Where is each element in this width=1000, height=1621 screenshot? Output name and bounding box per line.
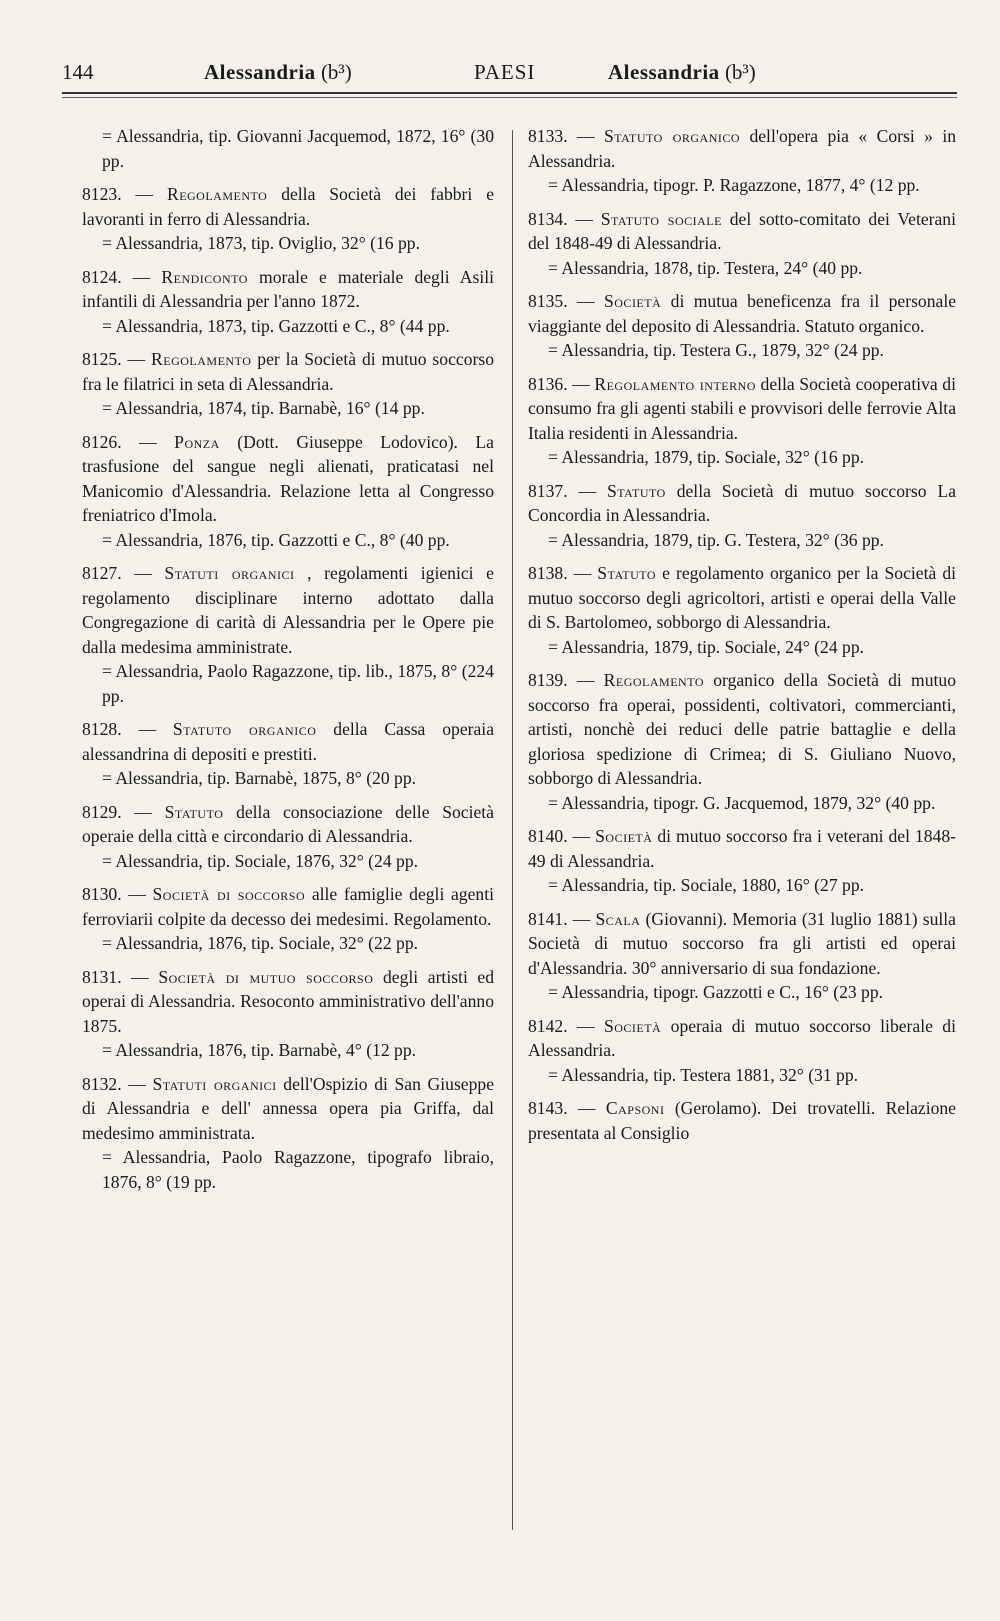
- entry-text: della Società dei fabbri e lavoranti in ferro di Alessandria.: [82, 184, 494, 229]
- entry-text: di mutuo soccorso fra i veterani del 1848-49 di Alessandria.: [528, 826, 956, 871]
- entry-publication: = Alessandria, 1879, tip. Sociale, 32° (16 pp.: [548, 447, 865, 467]
- entry-number: 8140. —: [528, 826, 591, 846]
- entry-number: 8134. —: [528, 208, 593, 229]
- entry-number: 8136. —: [528, 373, 590, 394]
- entry-publication: = Alessandria, tipogr. G. Jacquemod, 1879, 32° (40 pp.: [548, 792, 936, 813]
- entry-text: della Società di mutuo soccorso La Concordia in Alessandria.: [528, 480, 957, 525]
- bibliography-entry: [82, 182, 494, 256]
- entry-keyword: Ponza: [174, 431, 220, 452]
- entry-publication: = Alessandria, 1878, tip. Testera, 24° (40 pp.: [548, 257, 863, 278]
- bibliography-entry: [528, 824, 956, 898]
- entry-number: 8127. —: [82, 563, 152, 583]
- entry-number: 8131. —: [82, 966, 149, 987]
- entry-keyword: Statuto: [597, 563, 657, 583]
- entry-publication: = Alessandria, Paolo Ragazzone, tipografo libraio, 1876, 8° (19 pp.: [102, 1147, 494, 1192]
- bibliography-entry: [528, 1096, 956, 1145]
- bibliography-entry: [528, 372, 956, 470]
- entry-title: [528, 1014, 956, 1063]
- entry-text: dell'opera pia « Corsi » in Alessandria.: [528, 126, 957, 171]
- entry-keyword: Capsoni: [605, 1098, 665, 1118]
- entry-keyword: Società di mutuo soccorso: [158, 966, 374, 987]
- entry-number: 8139. —: [528, 670, 595, 690]
- header-left-place: Alessandria: [204, 60, 316, 84]
- entry-publication: = Alessandria, 1873, tip. Oviglio, 32° (16 pp.: [102, 233, 420, 253]
- entry-text: della Società cooperativa di consumo fra gli agenti stabili e provvisori delle ferrovie Alta Italia residenti in Alessandria.: [528, 373, 956, 443]
- entry-keyword: Regolamento: [166, 184, 268, 204]
- entry-keyword: Società: [595, 826, 653, 846]
- entry-publication: = Alessandria, 1876, tip. Barnabè, 4° (12 pp.: [102, 1040, 417, 1060]
- left-column: [82, 124, 494, 1203]
- entry-publication: = Alessandria, tip. Sociale, 1876, 32° (24 pp.: [102, 850, 419, 871]
- entry-title: [82, 347, 494, 396]
- header-right-title: [608, 60, 756, 85]
- entry-keyword: Società: [603, 291, 662, 311]
- entry-publication: = Alessandria, tipogr. Gazzotti e C., 16° (23 pp.: [548, 982, 884, 1002]
- entry-text: morale e materiale degli Asili infantili di Alessandria per l'anno 1872.: [82, 266, 494, 311]
- entry-publication: = Alessandria, tip. Sociale, 1880, 16° (27 pp.: [548, 875, 865, 895]
- entry-title: [528, 207, 956, 256]
- entry-keyword: Società: [603, 1015, 662, 1036]
- entry-title: [82, 717, 494, 766]
- entry-text: degli artisti ed operai di Alessandria. Resoconto amministrativo dell'anno 1875.: [82, 966, 495, 1036]
- entry-text: e regolamento organico per la Società di mutuo soccorso degli agricoltori, artisti e operai della Valle di S. Bartolomeo, sobborgo di Alessandria.: [528, 563, 957, 632]
- bibliography-entry: [528, 479, 956, 553]
- header-left-code: (b³): [320, 60, 352, 84]
- bibliography-entry: [82, 347, 494, 421]
- entry-keyword: Statuto sociale: [600, 208, 722, 229]
- entry-keyword: Società di soccorso: [152, 884, 306, 904]
- entry-number: 8141. —: [528, 908, 591, 929]
- entry-publication: = Alessandria, 1874, tip. Barnabè, 16° (14 pp.: [102, 398, 425, 418]
- bibliography-entry: [528, 124, 956, 198]
- bibliography-entry: [82, 265, 494, 339]
- page-number: 144: [62, 60, 94, 84]
- bibliography-entry: [528, 668, 956, 815]
- entry-number: 8133. —: [528, 126, 595, 146]
- entry-text: del sotto-comitato dei Veterani del 1848-49 di Alessandria.: [528, 208, 956, 253]
- entry-number: 8138. —: [528, 563, 592, 583]
- entry-title: [82, 882, 494, 931]
- bibliography-entry: [82, 882, 494, 956]
- entry-publication: = Alessandria, 1873, tip. Gazzotti e C., 8° (44 pp.: [102, 315, 450, 336]
- entry-title: [528, 1096, 956, 1145]
- entry-number: 8143. —: [528, 1098, 596, 1118]
- entry-publication: = Alessandria, 1876, tip. Gazzotti e C., 8° (40 pp.: [102, 529, 450, 550]
- entry-title: [528, 907, 956, 981]
- bibliography-entry: [528, 207, 956, 281]
- entry-number: 8130. —: [82, 884, 146, 904]
- header-rule-thick: [62, 92, 957, 94]
- entry-publication: = Alessandria, 1876, tip. Sociale, 32° (22 pp.: [102, 933, 419, 953]
- entry-number: 8135. —: [528, 291, 595, 311]
- entry-publication: = Alessandria, tip. Testera 1881, 32° (31 pp.: [548, 1064, 859, 1085]
- header-right-code: (b³): [724, 60, 756, 84]
- entry-keyword: Statuti organici: [164, 563, 295, 583]
- entry-number: 8128. —: [82, 719, 157, 739]
- entry-keyword: Statuto: [607, 480, 666, 501]
- header-section: PAESI: [474, 60, 536, 84]
- entry-number: 8124. —: [82, 266, 151, 287]
- bibliography-entry: [82, 717, 494, 791]
- entry-text: (Giovanni). Memoria (31 luglio 1881) sulla Società di mutuo soccorso fra gli artisti ed operai d'Alessandria. 30° anniversario di sua fondazione.: [528, 908, 956, 978]
- entry-number: 8137. —: [528, 480, 597, 501]
- entry-title: [82, 800, 494, 849]
- entry-publication: = Alessandria, 1879, tip. G. Testera, 32° (36 pp.: [548, 529, 884, 550]
- entry-keyword: Scala: [595, 908, 641, 929]
- entry-publication: = Alessandria, tipogr. P. Ragazzone, 1877, 4° (12 pp.: [548, 175, 920, 195]
- entry-number: 8125. —: [82, 349, 146, 369]
- entry-keyword: Regolamento: [151, 349, 252, 369]
- entry-text: operaia di mutuo soccorso liberale di Alessandria.: [528, 1015, 956, 1060]
- entry-title: [528, 668, 956, 791]
- entry-publication: = Alessandria, Paolo Ragazzone, tip. lib., 1875, 8° (224 pp.: [102, 661, 494, 706]
- entry-number: 8129. —: [82, 801, 152, 822]
- bibliography-entry: [82, 430, 494, 553]
- bibliography-entry: [82, 1072, 494, 1195]
- entry-title: [528, 289, 956, 338]
- entry-text: (Dott. Giuseppe Lodovico). La trasfusione del sangue negli alienati, praticatasi nel Manicomio d'Alessandria. Relazione letta al Congresso freniatrico d'Imola.: [82, 431, 494, 525]
- entry-text: alle famiglie degli agenti ferroviarii colpite da decesso dei medesimi. Regolamento.: [82, 884, 494, 929]
- entry-keyword: Statuto organico: [172, 719, 317, 739]
- entry-number: 8142. —: [528, 1015, 595, 1036]
- entry-publication: = Alessandria, tip. Giovanni Jacquemod, 1872, 16° (30 pp.: [102, 126, 494, 171]
- right-column: [528, 124, 956, 1154]
- entry-title: [528, 824, 956, 873]
- entry-title: [82, 561, 494, 659]
- header-rule-thin: [62, 97, 957, 98]
- entry-keyword: Statuti organici: [152, 1073, 277, 1094]
- entry-number: 8123. —: [82, 184, 154, 204]
- bibliography-entry: [528, 1014, 956, 1088]
- entry-text: di mutua beneficenza fra il personale viaggiante del deposito di Alessandria. Statuto organico.: [528, 291, 957, 336]
- bibliography-entry: [528, 907, 956, 1005]
- bibliography-entry: [82, 965, 494, 1063]
- page-header: [62, 56, 962, 96]
- entry-title: [528, 561, 956, 635]
- header-left-title: [204, 60, 352, 85]
- entry-text: organico della Società di mutuo soccorso fra operai, possidenti, coltivatori, commercianti, artisti, nonchè dei reduci delle patrie battaglie e della gloriosa spedizione di Crimea; di S. Giuliano Nuovo, sobborgo di Alessandria.: [528, 670, 957, 788]
- entry-text: della consociazione delle Società operaie della città e circondario di Alessandria.: [82, 801, 494, 846]
- entry-keyword: Statuto organico: [604, 126, 741, 146]
- entry-title: [82, 430, 494, 528]
- entry-keyword: Regolamento interno: [594, 373, 756, 394]
- entry-title: [528, 372, 956, 446]
- entry-keyword: Rendiconto: [161, 266, 248, 287]
- entry-number: 8132. —: [82, 1073, 146, 1094]
- entry-text: della Cassa operaia alessandrina di depositi e prestiti.: [82, 719, 494, 764]
- bibliography-entry: [82, 561, 494, 708]
- header-right-place: Alessandria: [608, 60, 720, 84]
- bibliography-entry: [82, 800, 494, 874]
- entry-publication: = Alessandria, tip. Barnabè, 1875, 8° (20 pp.: [102, 768, 417, 788]
- entry-title: [82, 265, 494, 314]
- entry-text: , regolamenti igienici e regolamento disciplinare interno adottato dalla Congregazione di carità di Alessandria per le Opere pie dalla medesima amministrate.: [82, 563, 494, 657]
- entry-keyword: Regolamento: [603, 670, 704, 690]
- entry-text: dell'Ospizio di San Giuseppe di Alessandria e dell' annessa opera pia Griffa, dal medesimo amministrata.: [82, 1073, 495, 1143]
- entry-title: [82, 965, 494, 1039]
- entry-title: [82, 182, 494, 231]
- entry-text: per la Società di mutuo soccorso fra le filatrici in seta di Alessandria.: [82, 349, 494, 394]
- entry-keyword: Statuto: [164, 801, 224, 822]
- column-divider: [512, 130, 513, 1530]
- bibliography-entry: [528, 289, 956, 363]
- entry-title: [528, 124, 956, 173]
- entry-publication: = Alessandria, 1879, tip. Sociale, 24° (24 pp.: [548, 636, 865, 657]
- entry-number: 8126. —: [82, 431, 157, 452]
- bibliography-entry: [82, 124, 494, 173]
- bibliography-entry: [528, 561, 956, 659]
- entry-text: (Gerolamo). Dei trovatelli. Relazione presentata al Consiglio: [528, 1098, 956, 1143]
- entry-publication: = Alessandria, tip. Testera G., 1879, 32° (24 pp.: [548, 340, 884, 360]
- entry-title: [528, 479, 956, 528]
- entry-title: [82, 1072, 494, 1146]
